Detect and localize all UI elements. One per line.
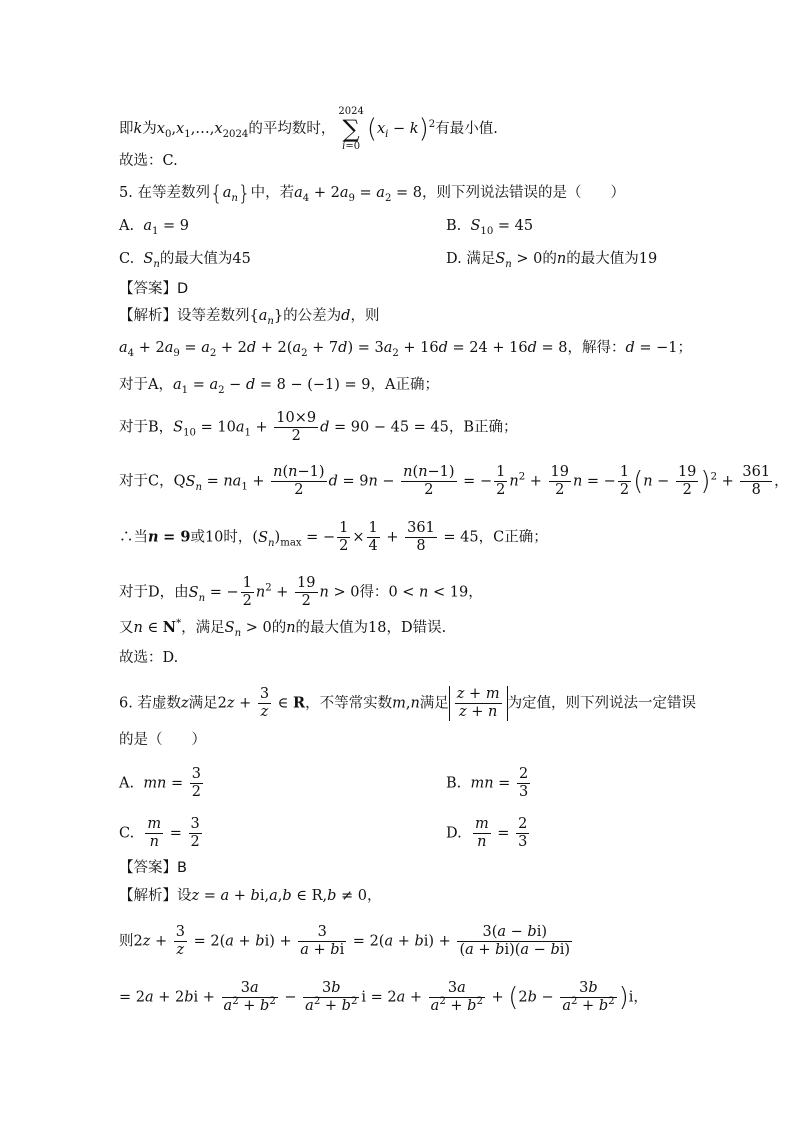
explanation-6-intro: 【解析】设z = a + bi,a,b ∈ R,b ≠ 0， — [119, 888, 382, 904]
explanation-6-eq2: = 2a + 2bi + $\frac{3a}{a^2 + b^2}$ − $\frac{3b}{a^2 + b^2}$ i = 2a + $\frac{3a}{a^2 + b^2}$ + (2b − $\frac{3b}{a^2 + b^2}$ )i， — [119, 980, 648, 1014]
also-d: 又n ∈ N*，满足$S_n > 0$的n的最大值为18，D错误. — [119, 618, 447, 639]
explanation-5-eq: $a_4 + 2a_9 = a_2 + 2d + 2(a_2 + 7d) = 3a_2 + 16d = 24 + 16d = 8$，解得：d = −1； — [119, 340, 692, 359]
answer-5: 【答案】D — [119, 281, 189, 297]
for-a: 对于A，$a_1 = a_2 - d = 8 - (-1) = 9$，A正确； — [119, 377, 439, 396]
q5-option-d: D. 满足$S_n > 0$的n的最大值为19 — [446, 251, 658, 270]
explanation-5-intro: 【解析】设等差数列$\{a_n\}$的公差为d，则 — [119, 308, 380, 327]
q5-option-a: A. $a_1 = 9$ — [119, 218, 190, 237]
q5-option-c: C. $S_n$的最大值为45 — [119, 251, 251, 270]
q5-option-b: B. $S_{10} = 45$ — [446, 218, 534, 237]
for-c: 对于C，$QS_n = na_1$ + $\frac{n(n-1)}{2}$ d = 9n − $\frac{n(n-1)}{2}$ = − $\frac{1}{2}$ $n^2$ + $\frac{19}{2}$ n = − $\frac{1}{2}$ (n − $\frac{19}{2}$ )$^2$ + $\frac{361}{8}$ ， — [119, 464, 789, 498]
q6-stem: 6. 若虚数z满足2z + $\frac{3}{z}$ ∈ R，不等常实数m,n满足 $\frac{z + m}{z + n}$ 为定值，则下列说法一定错误 — [119, 686, 697, 720]
text: 即 — [119, 121, 134, 137]
sum-symbol: 2024 ∑ i=0 — [338, 106, 364, 152]
text: 的平均数时， — [248, 121, 336, 137]
therefore-c: ∴当n = 9或10时，$(S_n)_{max}$ = − $\frac{1}{2}$ × $\frac{1}{4}$ + $\frac{361}{8}$ = 45，C正确； — [119, 520, 548, 554]
q6-option-d: D. $\frac{m}{n}$ = $\frac{2}{3}$ — [446, 816, 528, 850]
explanation-6-eq1: 则2z + $\frac{3}{z}$ = 2(a + bi) + $\frac{3}{a + bi}$ = 2(a + bi) + $\frac{3(a - bi)}{(a + bi)(a - bi)}$ — [119, 924, 571, 958]
text-line-2: 故选：C. — [119, 153, 178, 169]
q6-stem-cont: 的是（ ） — [119, 732, 206, 748]
text: 为 — [142, 121, 157, 137]
q6-option-c: C. $\frac{m}{n}$ = $\frac{3}{2}$ — [119, 816, 200, 850]
text: 有最小值. — [435, 121, 498, 137]
q5-stem: 5. 在等差数列$\{a_n\}$中，若$a_4 + 2a_9 = a_2 = 8$，则下列说法错误的是（ ） — [119, 181, 625, 205]
for-b: 对于B，$S_{10} = 10a_1$ + $\frac{10\times 9}{2}$ d = 90 − 45 = 45，B正确； — [119, 410, 518, 444]
answer-6: 【答案】B — [119, 860, 187, 876]
q6-option-b: B. mn = $\frac{2}{3}$ — [446, 766, 529, 800]
q6-option-a: A. mn = $\frac{3}{2}$ — [119, 766, 202, 800]
for-d: 对于D，由$S_n$ = − $\frac{1}{2}$ $n^2$ + $\frac{19}{2}$ n > 0得：0 < n < 19， — [119, 575, 483, 609]
select-5: 故选：D. — [119, 650, 179, 666]
text-line-1: 即k为$x_0,x_1,\dots,x_{2024}$的平均数时，2024 ∑ $i=0(x_i - k)^2$有最小值. — [119, 106, 498, 152]
